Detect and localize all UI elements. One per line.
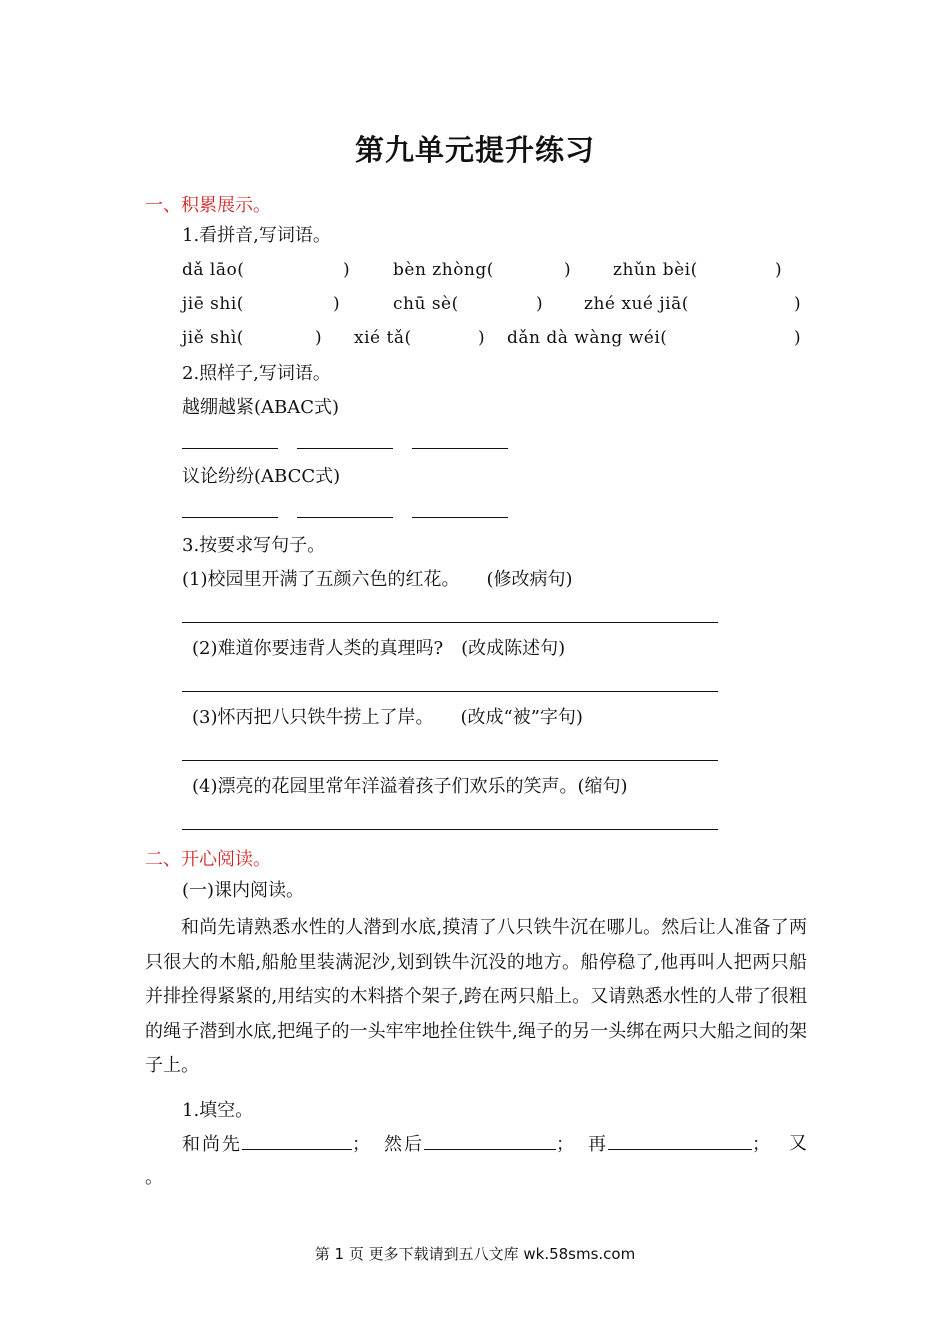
section-heading-1: 一、积累展示。 bbox=[145, 195, 271, 216]
pinyin-paren: ) bbox=[315, 328, 323, 348]
reading-passage: 和尚先请熟悉水性的人潜到水底,摸清了八只铁牛沉在哪儿。然后让人准备了两只很大的木船,船舱里装满泥沙,划到铁牛沉没的地方。船停稳了,他再叫人把两只船并排拴得紧紧的,用结实的木料搭个架子,跨在两只船上。又请熟悉水性的人带了很粗的绳子潜到水底,把绳子的一头牢牢地拴住铁牛,绳子的另一头绑在两只大船之间的架子上。 bbox=[145, 917, 807, 1076]
pinyin-item: zhé xué jiā( bbox=[584, 294, 689, 314]
pinyin-paren: ) bbox=[343, 260, 351, 280]
pinyin-paren: ) bbox=[536, 294, 544, 314]
answer-blank[interactable] bbox=[182, 517, 278, 518]
answer-blank[interactable] bbox=[412, 448, 508, 449]
fill-separator: ； bbox=[352, 1134, 370, 1155]
fill-blank[interactable] bbox=[242, 1131, 352, 1150]
fill-end-punctuation: 。 bbox=[145, 1167, 163, 1188]
answer-line[interactable] bbox=[182, 622, 718, 623]
pinyin-item: dǎn dà wàng wéi( bbox=[507, 328, 668, 348]
fill-separator: ； bbox=[556, 1134, 574, 1155]
pinyin-item: dǎ lāo( bbox=[182, 260, 245, 280]
question-2-label: 2.照样子,写词语。 bbox=[182, 363, 331, 384]
pinyin-item: chū sè( bbox=[393, 294, 459, 314]
fill-prefix: 和尚先 bbox=[182, 1134, 242, 1155]
answer-blank[interactable] bbox=[297, 448, 393, 449]
pinyin-paren: ) bbox=[775, 260, 783, 280]
pinyin-paren: ) bbox=[794, 328, 802, 348]
fill-separator: ； bbox=[752, 1134, 770, 1155]
pinyin-item: bèn zhòng( bbox=[393, 260, 494, 280]
answer-line[interactable] bbox=[182, 760, 718, 761]
answer-line[interactable] bbox=[182, 829, 718, 830]
page-title: 第九单元提升练习 bbox=[354, 133, 595, 167]
pattern-example-abcc: 议论纷纷(ABCC式) bbox=[182, 466, 341, 487]
answer-blank[interactable] bbox=[182, 448, 278, 449]
section-heading-2: 二、开心阅读。 bbox=[145, 849, 271, 870]
answer-blank[interactable] bbox=[412, 517, 508, 518]
sentence-task: (4)漂亮的花园里常年洋溢着孩子们欢乐的笑声。(缩句) bbox=[192, 776, 628, 797]
fill-blank[interactable] bbox=[424, 1131, 556, 1150]
page-footer: 第 1 页 更多下载请到五八文库 wk.58sms.com bbox=[314, 1245, 636, 1263]
fill-question-label: 1.填空。 bbox=[182, 1100, 254, 1121]
sentence-task: (1)校园里开满了五颜六色的红花。 (修改病句) bbox=[182, 569, 573, 590]
pinyin-item: zhǔn bèi( bbox=[613, 260, 698, 280]
pinyin-item: jiě shì( bbox=[182, 328, 244, 348]
pinyin-item: jiē shi( bbox=[182, 294, 244, 314]
pattern-example-abac: 越绷越紧(ABAC式) bbox=[182, 397, 340, 418]
answer-line[interactable] bbox=[182, 691, 718, 692]
fill-prefix: 又 bbox=[789, 1133, 807, 1154]
question-1-label: 1.看拼音,写词语。 bbox=[182, 225, 331, 246]
pinyin-paren: ) bbox=[333, 294, 341, 314]
pinyin-paren: ) bbox=[794, 294, 802, 314]
question-3-label: 3.按要求写句子。 bbox=[182, 535, 326, 556]
pinyin-paren: ) bbox=[564, 260, 572, 280]
pinyin-item: xié tǎ( bbox=[354, 328, 412, 348]
answer-blank[interactable] bbox=[297, 517, 393, 518]
sentence-task: (3)怀丙把八只铁牛捞上了岸。 (改成“被”字句) bbox=[192, 707, 583, 728]
reading-subheading: (一)课内阅读。 bbox=[182, 880, 305, 901]
fill-blank[interactable] bbox=[608, 1131, 752, 1150]
fill-prefix: 再 bbox=[588, 1134, 606, 1155]
pinyin-paren: ) bbox=[478, 328, 486, 348]
fill-prefix: 然后 bbox=[384, 1134, 424, 1155]
sentence-task: (2)难道你要违背人类的真理吗? (改成陈述句) bbox=[192, 638, 566, 659]
fill-in-line bbox=[182, 1131, 807, 1159]
